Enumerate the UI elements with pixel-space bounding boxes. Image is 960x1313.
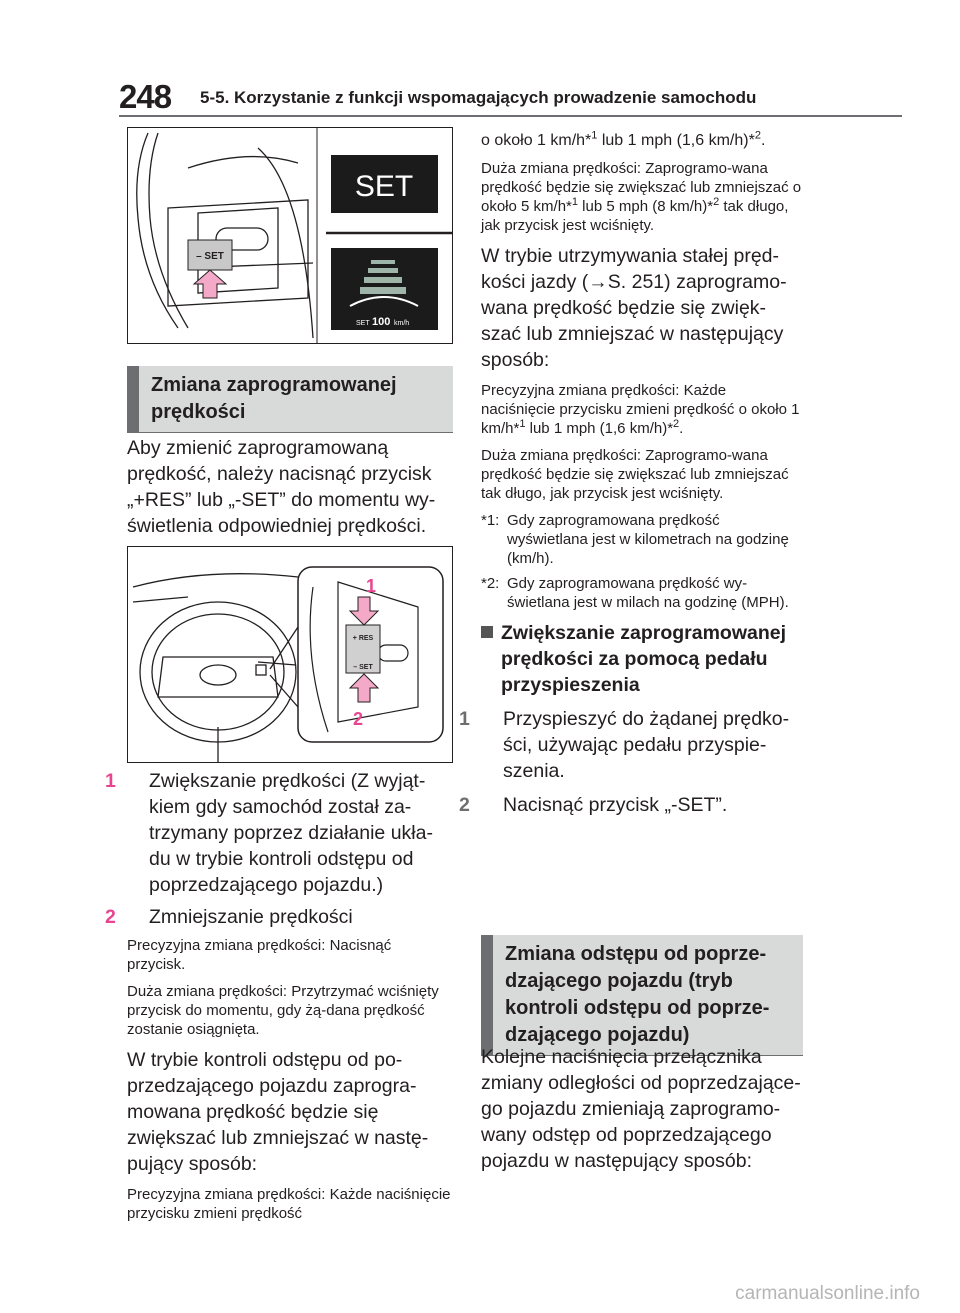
final-text: Kolejne naciśnięcia przełącznika zmiany odległości od poprzedzające-go pojazdu zmieniają zaprogramo-wany odstęp od poprzedzającego pojazdu w następujący sposób:: [481, 1046, 801, 1172]
steering-set-illustration: [128, 128, 452, 343]
sub-heading: Zwiększanie zaprogramowanej prędkości za pomocą pedału przyspieszenia: [481, 620, 803, 698]
page-number: 248: [119, 78, 172, 115]
right-column: [459, 129, 803, 818]
distance-mode-text: W trybie kontroli odstępu od po-przedzającego pojazdu zaprogra-mowana prędkość będzie się zwiększać lub zmniejszać w nastę-pujący sposób:: [127, 1049, 429, 1175]
large-change-text: Duża zmiana prędkości: Przytrzymać wciśnięty przycisk do momentu, gdy żą-dana prędkość zostanie osiągnięta.: [127, 983, 439, 1038]
precise-change-text-2: Precyzyjna zmiana prędkości: Każde naciśnięcie przycisku zmieni prędkość: [127, 1186, 451, 1222]
fig1-set-label: – SET: [196, 251, 224, 262]
intro-text: Aby zmienić zaprogramowaną prędkość, należy nacisnąć przycisk „+RES” lub „-SET” do momentu wy-świetlenia odpowiedniej prędkości.: [127, 437, 436, 537]
steering-wheel-illustration: [128, 547, 452, 762]
large-change-text-r1: Duża zmiana prędkości: Zaprogramo-wana prędkość będzie się zwiększać lub zmniejszać o około 5 km/h*$^1$ lub 5 mph (8 km/h)*$^2$ tak długo, jak przycisk jest wciśnięty.: [481, 160, 802, 234]
step-1: 1 Zwiększanie prędkości (Z wyjąt-kiem gdy samochód został za-trzymany poprzez działanie ukła-du w trybie kontroli odstępu od poprzedzającego pojazdu.): [105, 770, 433, 896]
figure-set-button: [127, 127, 453, 344]
precise-change-text-r: Precyzyjna zmiana prędkości: Każde naciśnięcie przycisku zmieni prędkość o około 1 km/h*$^1$ lub 1 mph (1,6 km/h)*$^2$.: [481, 382, 800, 437]
precise-change-text: Precyzyjna zmiana prędkości: Nacisnąć przycisk.: [127, 937, 392, 973]
fig2-callout-2: 2: [353, 709, 364, 729]
square-bullet-icon: [481, 626, 493, 638]
footnote-2: *2: Gdy zaprogramowana prędkość wy-świetlana jest w milach na godzinę (MPH).: [481, 575, 789, 611]
heading-change-speed: Zmiana zaprogramowanej prędkości: [127, 366, 453, 433]
header-rule: [119, 115, 902, 117]
step-list: [105, 768, 453, 1223]
fig2-callout-1: 1: [366, 576, 377, 596]
large-change-text-r2: Duża zmiana prędkości: Zaprogramo-wana prędkość będzie się zwiększać lub zmniejszać tak długo, jak przycisk jest wciśnięty.: [481, 447, 789, 502]
fig1-readout-unit: km/h: [394, 320, 410, 327]
figure-steering-wheel: [127, 546, 453, 763]
right-step-1: 1 Przyspieszyć do żądanej prędko-ści, używając pedału przyspie-szenia.: [459, 708, 790, 782]
fig2-set-label: – SET: [353, 664, 373, 671]
fig2-res-label: + RES: [352, 635, 374, 642]
watermark: carmanualsonline.info: [735, 1283, 920, 1304]
fig1-readout-value: 100: [372, 316, 391, 328]
step-2: 2 Zmniejszanie prędkości: [105, 906, 353, 928]
section-title: 5-5. Korzystanie z funkcji wspomagających prowadzenie samochodu: [200, 88, 757, 107]
footnote-1: *1: Gdy zaprogramowana prędkość wyświetlana jest w kilometrach na godzinę (km/h).: [481, 512, 789, 567]
fig1-readout-prefix: SET: [356, 320, 370, 327]
right-step-2: 2 Nacisnąć przycisk „-SET”.: [459, 794, 728, 816]
fig1-display-set: SET: [354, 170, 414, 203]
heading-change-distance: Zmiana odstępu od poprze-dzającego pojazdu (tryb kontroli odstępu od poprze-dzającego pojazdu): [481, 935, 803, 1056]
constant-mode-text: W trybie utrzymywania stałej pręd-kości jazdy (→S. 251) zaprogramo-wana prędkość będzie się zwięk-szać lub zmniejszać w następujący sposób:: [481, 245, 787, 371]
continuation-text: o około 1 km/h*$^1$ lub 1 mph (1,6 km/h)*$^2$.: [481, 129, 766, 149]
